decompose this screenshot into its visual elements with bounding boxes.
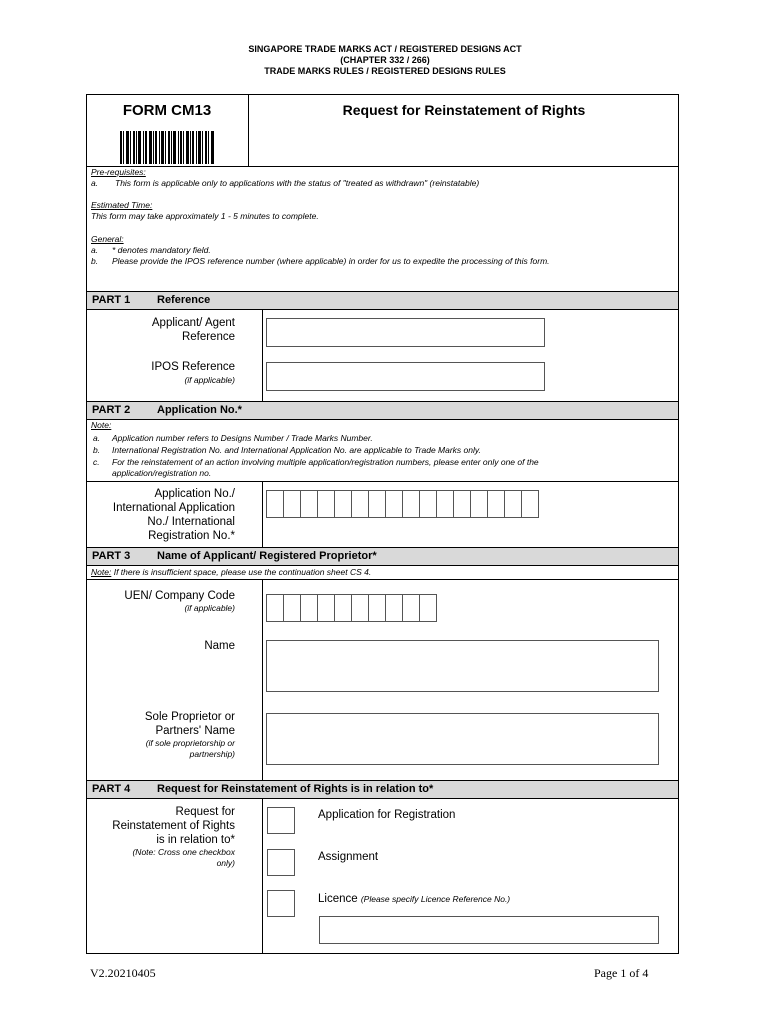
part4-label-1: Request for [175, 806, 235, 818]
uen-sub: (if applicable) [184, 603, 235, 613]
app-no-label-1: Application No./ [154, 488, 235, 500]
part2-note-c-2: application/registration no. [112, 468, 212, 478]
applicant-ref-label-1: Applicant/ Agent [151, 317, 235, 329]
chapter-title: (CHAPTER 332 / 266) [340, 55, 430, 65]
part4-label-3: is in relation to* [156, 834, 235, 846]
general-b: Please provide the IPOS reference number (where applicable) in order for us to expedite the processing of this form. [112, 256, 550, 266]
part2-num: PART 2 [92, 404, 131, 416]
part2-header [87, 401, 678, 420]
part3-note-text: If there is insufficient space, please use the continuation sheet CS 4. [113, 567, 372, 577]
ipos-ref-input[interactable] [266, 362, 545, 391]
ipos-ref-label: IPOS Reference [151, 361, 235, 373]
app-no-input[interactable] [266, 490, 538, 518]
general-heading: General: [91, 234, 124, 244]
part2-note-heading: Note: [91, 420, 112, 430]
ipos-ref-sub: (if applicable) [184, 375, 235, 385]
applicant-ref-input[interactable] [266, 318, 545, 347]
title-bottom-rule [86, 166, 679, 167]
option-application-label: Application for Registration [318, 809, 456, 821]
uen-input[interactable] [266, 594, 436, 622]
part2-note-rule [86, 481, 679, 482]
licence-ref-input[interactable] [319, 916, 659, 944]
prereq-heading: Pre-requisites: [91, 167, 146, 177]
part4-sub-1: (Note: Cross one checkbox [132, 847, 235, 857]
rules-title: TRADE MARKS RULES / REGISTERED DESIGNS RULES [264, 66, 506, 76]
sole-sub-1: (if sole proprietorship or [145, 738, 235, 748]
uen-label: UEN/ Company Code [124, 590, 235, 602]
part3-header [87, 547, 678, 566]
part3-note-heading: Note: [91, 567, 112, 577]
app-no-label-3: No./ International [147, 516, 235, 528]
form-title: Request for Reinstatement of Rights [342, 102, 586, 118]
option-licence-note: (Please specify Licence Reference No.) [360, 894, 511, 904]
part2-note-b-mark: b. [93, 445, 101, 455]
sole-label-1: Sole Proprietor or [144, 711, 235, 723]
part3-num: PART 3 [92, 550, 131, 562]
app-no-label-4: Registration No.* [148, 530, 235, 542]
part1-title: Reference [157, 294, 211, 306]
part4-num: PART 4 [92, 783, 131, 795]
general-b-mark: b. [91, 256, 99, 266]
sole-label-2: Partners' Name [155, 725, 235, 737]
part2-note-a: Application number refers to Designs Number / Trade Marks Number. [112, 433, 373, 443]
general-a-mark: a. [91, 245, 99, 255]
part2-divider [262, 482, 263, 547]
option-assignment-label: Assignment [318, 851, 379, 863]
part2-title: Application No.* [157, 404, 242, 416]
part3-title: Name of Applicant/ Registered Proprietor* [157, 550, 377, 562]
prereq-a-mark: a. [91, 178, 99, 188]
part2-note-a-mark: a. [93, 433, 101, 443]
option-licence-text: Licence [318, 893, 358, 905]
name-input[interactable] [266, 640, 659, 692]
sole-proprietor-input[interactable] [266, 713, 659, 765]
act-title: SINGAPORE TRADE MARKS ACT / REGISTERED DESIGNS ACT [248, 44, 522, 54]
checkbox-assignment[interactable] [267, 849, 295, 876]
part4-divider [262, 799, 263, 954]
sole-sub-2: partnership) [189, 749, 235, 759]
checkbox-licence[interactable] [267, 890, 295, 917]
part2-note-c-mark: c. [93, 457, 100, 467]
part4-label-2: Reinstatement of Rights [112, 820, 235, 832]
applicant-ref-label-2: Reference [181, 331, 235, 343]
checkbox-application[interactable] [267, 807, 295, 834]
part3-divider [262, 580, 263, 780]
page-number: Page 1 of 4 [594, 966, 649, 980]
part3-note [91, 567, 371, 578]
part1-header [87, 291, 678, 310]
part2-note-b: International Registration No. and International Application No. are applicable to Trade Marks only. [112, 445, 481, 455]
app-no-label-2: International Application [112, 502, 235, 514]
part3-note-rule [86, 579, 679, 580]
part4-header [87, 780, 678, 799]
part4-title: Request for Reinstatement of Rights is in relation to* [157, 783, 434, 795]
part1-divider [262, 310, 263, 401]
option-licence-label [318, 893, 510, 905]
part4-sub-2: only) [216, 858, 235, 868]
part2-note-c-1: For the reinstatement of an action involving multiple application/registration numbers, please enter only one of the [112, 457, 539, 467]
time-heading: Estimated Time: [91, 200, 153, 210]
part1-num: PART 1 [92, 294, 131, 306]
general-a: * denotes mandatory field. [112, 245, 211, 255]
name-label: Name [204, 640, 235, 652]
prereq-a: This form is applicable only to applications with the status of "treated as withdrawn" (reinstatable) [115, 178, 480, 188]
time-text: This form may take approximately 1 - 5 minutes to complete. [91, 211, 319, 221]
barcode [120, 131, 215, 164]
version: V2.20210405 [90, 966, 156, 980]
form-code: FORM CM13 [122, 102, 212, 119]
